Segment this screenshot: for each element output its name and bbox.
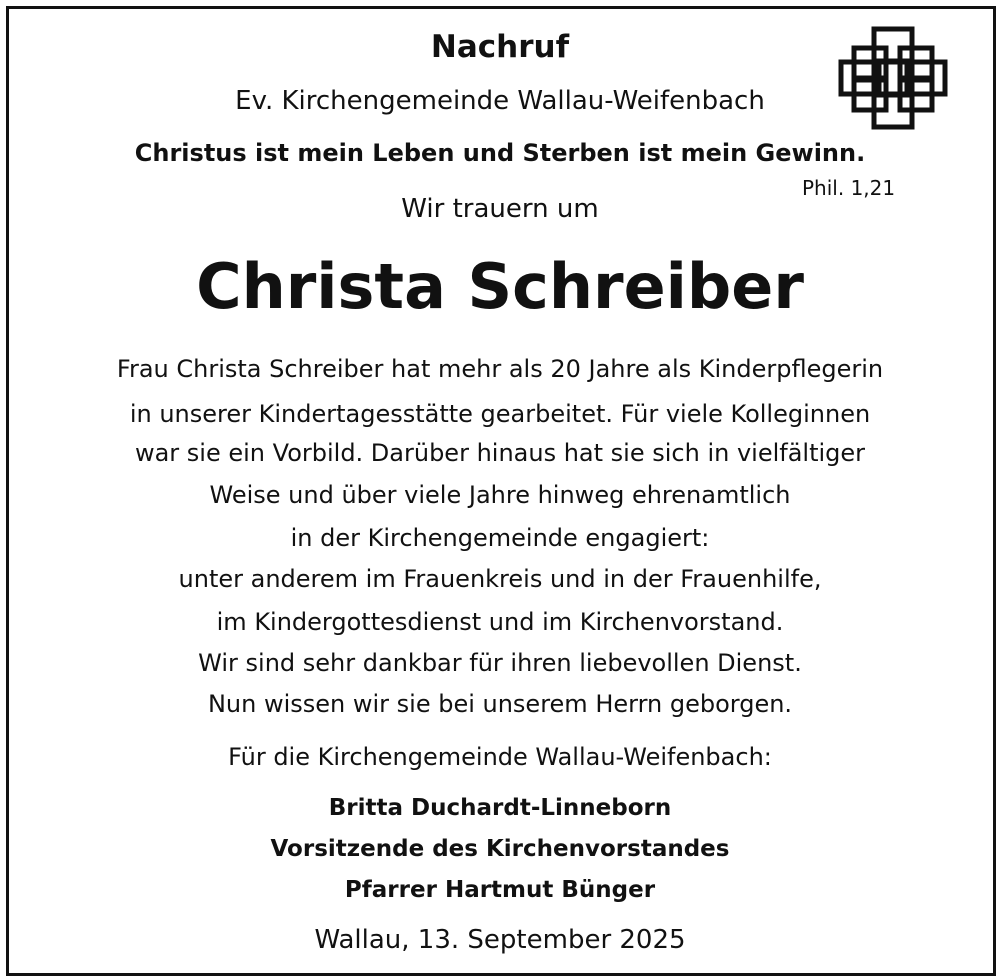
- body-line: Frau Christa Schreiber hat mehr als 20 Jahre als Kinderpflegerin: [116, 355, 884, 383]
- body-line: im Kindergottesdienst und im Kirchenvorstand.: [216, 608, 784, 636]
- notice-title: Nachruf: [430, 29, 570, 65]
- mourning-line: Wir trauern um: [401, 194, 599, 224]
- body-line: Nun wissen wir sie bei unserem Herrn geborgen.: [207, 690, 793, 718]
- signatory-name: Britta Duchardt-Linneborn: [328, 795, 672, 821]
- body-line: war sie ein Vorbild. Darüber hinaus hat sie sich in vielfältiger: [134, 439, 866, 467]
- parish-name: Ev. Kirchengemeinde Wallau-Weifenbach: [235, 86, 765, 116]
- place-date: Wallau, 13. September 2025: [314, 925, 686, 955]
- cross-of-squares-icon: [838, 26, 948, 130]
- bible-verse: Christus ist mein Leben und Sterben ist mein Gewinn.: [134, 139, 866, 167]
- body-line: Wir sind sehr dankbar für ihren liebevollen Dienst.: [198, 649, 802, 677]
- pastor-name: Pfarrer Hartmut Bünger: [344, 877, 656, 903]
- body-line: unter anderem im Frauenkreis und in der Frauenhilfe,: [178, 565, 822, 593]
- body-line: Weise und über viele Jahre hinweg ehrenamtlich: [209, 481, 791, 509]
- signatory-role: Vorsitzende des Kirchenvorstandes: [270, 836, 730, 862]
- body-line: in unserer Kindertagesstätte gearbeitet. Für viele Kolleginnen: [129, 400, 871, 428]
- body-line: in der Kirchengemeinde engagiert:: [290, 524, 710, 552]
- verse-reference: Phil. 1,21: [802, 176, 896, 200]
- deceased-name: Christa Schreiber: [196, 250, 804, 323]
- signature-intro: Für die Kirchengemeinde Wallau-Weifenbach:: [228, 743, 772, 771]
